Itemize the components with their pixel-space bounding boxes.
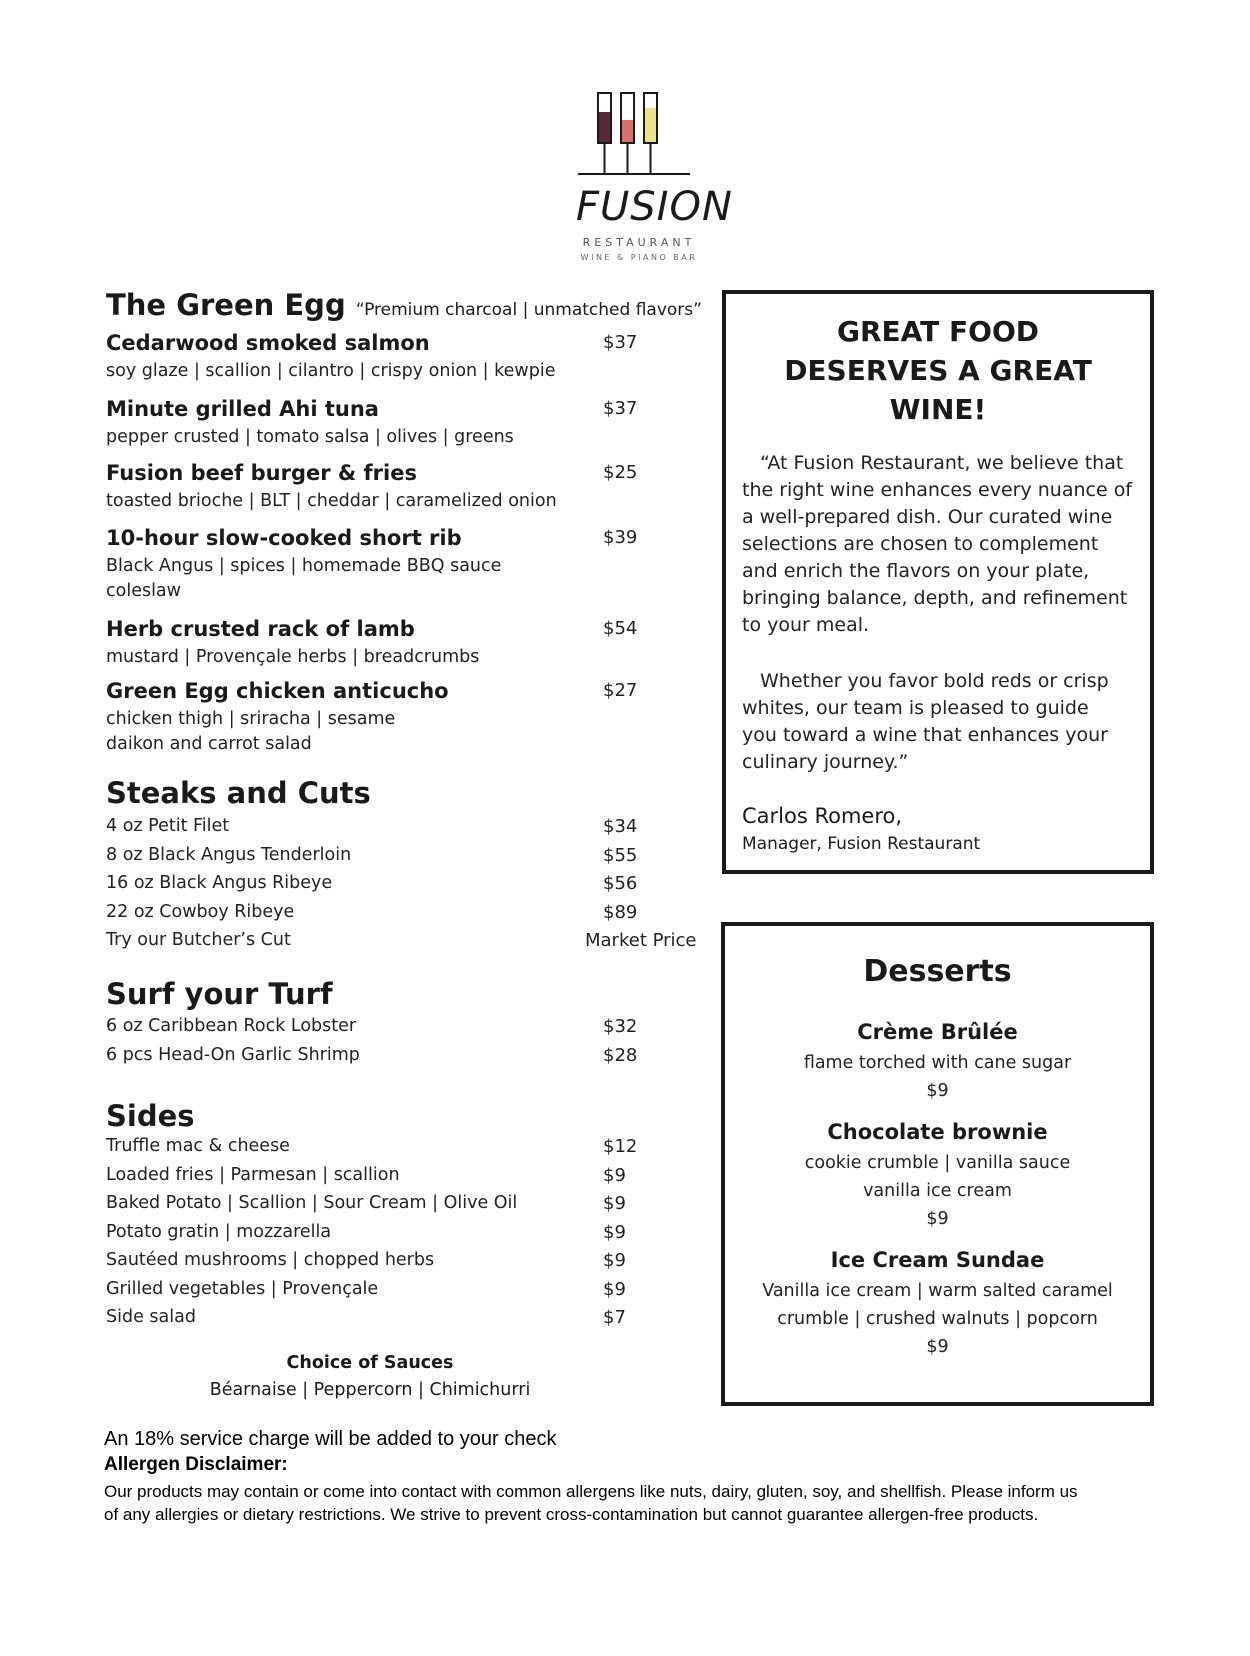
wine-headline <box>726 312 1150 429</box>
dessert-price: $9 <box>926 1337 949 1357</box>
surf-title: Surf your Turf <box>106 977 333 1011</box>
steak-price: $56 <box>603 873 638 894</box>
wine-text-line: bringing balance, depth, and refinement <box>742 587 1128 609</box>
wine-text-line: selections are chosen to complement <box>742 533 1099 555</box>
side-price: $9 <box>603 1278 626 1300</box>
side-price: $7 <box>603 1307 626 1328</box>
side-price: $9 <box>603 1221 626 1243</box>
steak-name: 4 oz Petit Filet <box>106 816 230 836</box>
dessert-desc: flame torched with cane sugar <box>803 1053 1072 1073</box>
menu-item-name: Green Egg chicken anticucho <box>106 679 449 703</box>
allergen-line: of any allergies or dietary restrictions. We strive to prevent cross-contamination but cannot guarantee allergen-free products. <box>104 1505 1039 1524</box>
dessert-desc: Vanilla ice cream | warm salted caramel <box>762 1281 1113 1301</box>
menu-item-price: $39 <box>603 527 638 548</box>
steak-name: 16 oz Black Angus Ribeye <box>106 873 333 893</box>
green-egg-title <box>106 288 702 322</box>
wine-text-line: whites, our team is pleased to guide <box>742 697 1089 719</box>
menu-item-desc: Black Angus | spices | homemade BBQ sauce <box>106 556 502 576</box>
menu-item-name: Herb crusted rack of lamb <box>106 617 415 641</box>
allergen-line: Our products may contain or come into contact with common allergens like nuts, dairy, gluten, soy, and shellfish. Please inform us <box>104 1482 1078 1501</box>
side-price: $9 <box>603 1250 626 1271</box>
wine-signature-role: Manager, Fusion Restaurant <box>742 834 981 854</box>
side-name: Potato gratin | mozzarella <box>106 1221 332 1242</box>
desserts-title: Desserts <box>863 954 1012 989</box>
wine-text-line: Whether you favor bold reds or crisp <box>760 670 1109 692</box>
menu-item-name: Fusion beef burger & fries <box>106 461 417 485</box>
side-name: Side salad <box>106 1307 196 1327</box>
menu-item-price: $37 <box>603 398 638 419</box>
dessert-desc: vanilla ice cream <box>863 1181 1012 1201</box>
steak-price: $34 <box>603 816 638 837</box>
menu-item-desc: daikon and carrot salad <box>106 734 312 754</box>
side-price: $9 <box>603 1193 626 1214</box>
steak-name: 22 oz Cowboy Ribeye <box>106 901 295 922</box>
wine-signature: Carlos Romero, <box>742 804 903 828</box>
steak-name: 8 oz Black Angus Tenderloin <box>106 844 352 865</box>
steak-price: $89 <box>603 901 638 923</box>
menu-item-name: Minute grilled Ahi tuna <box>106 397 379 421</box>
menu-item-name: 10-hour slow-cooked short rib <box>106 526 462 550</box>
steak-price: Market Price <box>585 930 697 951</box>
dessert-name: Chocolate brownie <box>827 1120 1048 1144</box>
wine-text-line: a well-prepared dish. Our curated wine <box>742 506 1113 528</box>
wine-text-line: “At Fusion Restaurant, we believe that <box>760 452 1124 474</box>
menu-item-price: $54 <box>603 618 638 639</box>
wine-text-line: culinary journey.” <box>742 751 909 773</box>
menu-item-desc: pepper crusted | tomato salsa | olives | greens <box>106 427 514 447</box>
side-name: Sautéed mushrooms | chopped herbs <box>106 1250 435 1270</box>
dessert-desc: crumble | crushed walnuts | popcorn <box>777 1309 1098 1329</box>
surf-name: 6 oz Caribbean Rock Lobster <box>106 1016 357 1036</box>
side-name: Truffle mac & cheese <box>106 1136 290 1156</box>
dessert-name: Ice Cream Sundae <box>830 1248 1045 1272</box>
wine-headline-line: DESERVES A GREAT <box>784 354 1092 387</box>
wine-paragraph-1 <box>742 450 1142 639</box>
wine-box <box>722 290 1154 874</box>
side-name: Loaded fries | Parmesan | scallion <box>106 1164 400 1185</box>
side-price: $9 <box>603 1164 626 1186</box>
allergen-text <box>104 1480 1078 1526</box>
logo <box>568 88 733 268</box>
dessert-box <box>721 922 1154 1406</box>
menu-item-price: $25 <box>603 462 638 483</box>
steak-price: $55 <box>603 844 638 866</box>
dessert-price: $9 <box>926 1209 949 1229</box>
allergen-title: Allergen Disclaimer: <box>104 1454 288 1475</box>
menu-item-price: $27 <box>603 680 638 701</box>
sauces-title: Choice of Sauces <box>286 1353 454 1373</box>
menu-item-desc: mustard | Provençale herbs | breadcrumbs <box>106 647 480 667</box>
steaks-title: Steaks and Cuts <box>106 776 371 810</box>
menu-item-desc: toasted brioche | BLT | cheddar | caramelized onion <box>106 491 557 511</box>
side-price: $12 <box>603 1136 638 1157</box>
side-name: Grilled vegetables | Provençale <box>106 1278 379 1299</box>
wine-text-line: you toward a wine that enhances your <box>742 724 1108 746</box>
surf-price: $28 <box>603 1044 638 1066</box>
menu-item-price: $37 <box>603 332 638 353</box>
dessert-price: $9 <box>926 1081 949 1101</box>
service-charge-note: An 18% service charge will be added to your check <box>104 1428 557 1450</box>
wine-headline-line: WINE! <box>889 393 987 426</box>
wine-text-line: and enrich the flavors on your plate, <box>742 560 1090 582</box>
wine-text-line: the right wine enhances every nuance of <box>742 479 1133 501</box>
menu-item-desc: soy glaze | scallion | cilantro | crispy onion | kewpie <box>106 361 556 381</box>
green-egg-heading: The Green Egg <box>106 288 346 322</box>
wine-text-line: to your meal. <box>742 614 870 636</box>
wine-glasses-icon <box>568 88 700 184</box>
side-name: Baked Potato | Scallion | Sour Cream | Olive Oil <box>106 1193 518 1213</box>
steak-name: Try our Butcher’s Cut <box>106 930 291 950</box>
brand-tagline: WINE & PIANO BAR <box>580 253 698 262</box>
menu-item-desc: coleslaw <box>106 581 181 601</box>
green-egg-subtitle: “Premium charcoal | unmatched flavors” <box>355 300 702 320</box>
wine-paragraph-2 <box>742 668 1142 776</box>
surf-name: 6 pcs Head-On Garlic Shrimp <box>106 1044 360 1065</box>
sauces-list: Béarnaise | Peppercorn | Chimichurri <box>209 1380 531 1400</box>
wine-headline-line: GREAT FOOD <box>837 315 1039 348</box>
sides-title: Sides <box>106 1099 195 1133</box>
brand-subtitle: RESTAURANT <box>582 236 696 249</box>
dessert-desc: cookie crumble | vanilla sauce <box>804 1153 1071 1173</box>
dessert-name: Crème Brûlée <box>857 1020 1018 1044</box>
brand-name: FUSION <box>576 184 733 230</box>
menu-item-name: Cedarwood smoked salmon <box>106 331 430 355</box>
surf-price: $32 <box>603 1016 638 1037</box>
menu-item-desc: chicken thigh | sriracha | sesame <box>106 709 396 729</box>
